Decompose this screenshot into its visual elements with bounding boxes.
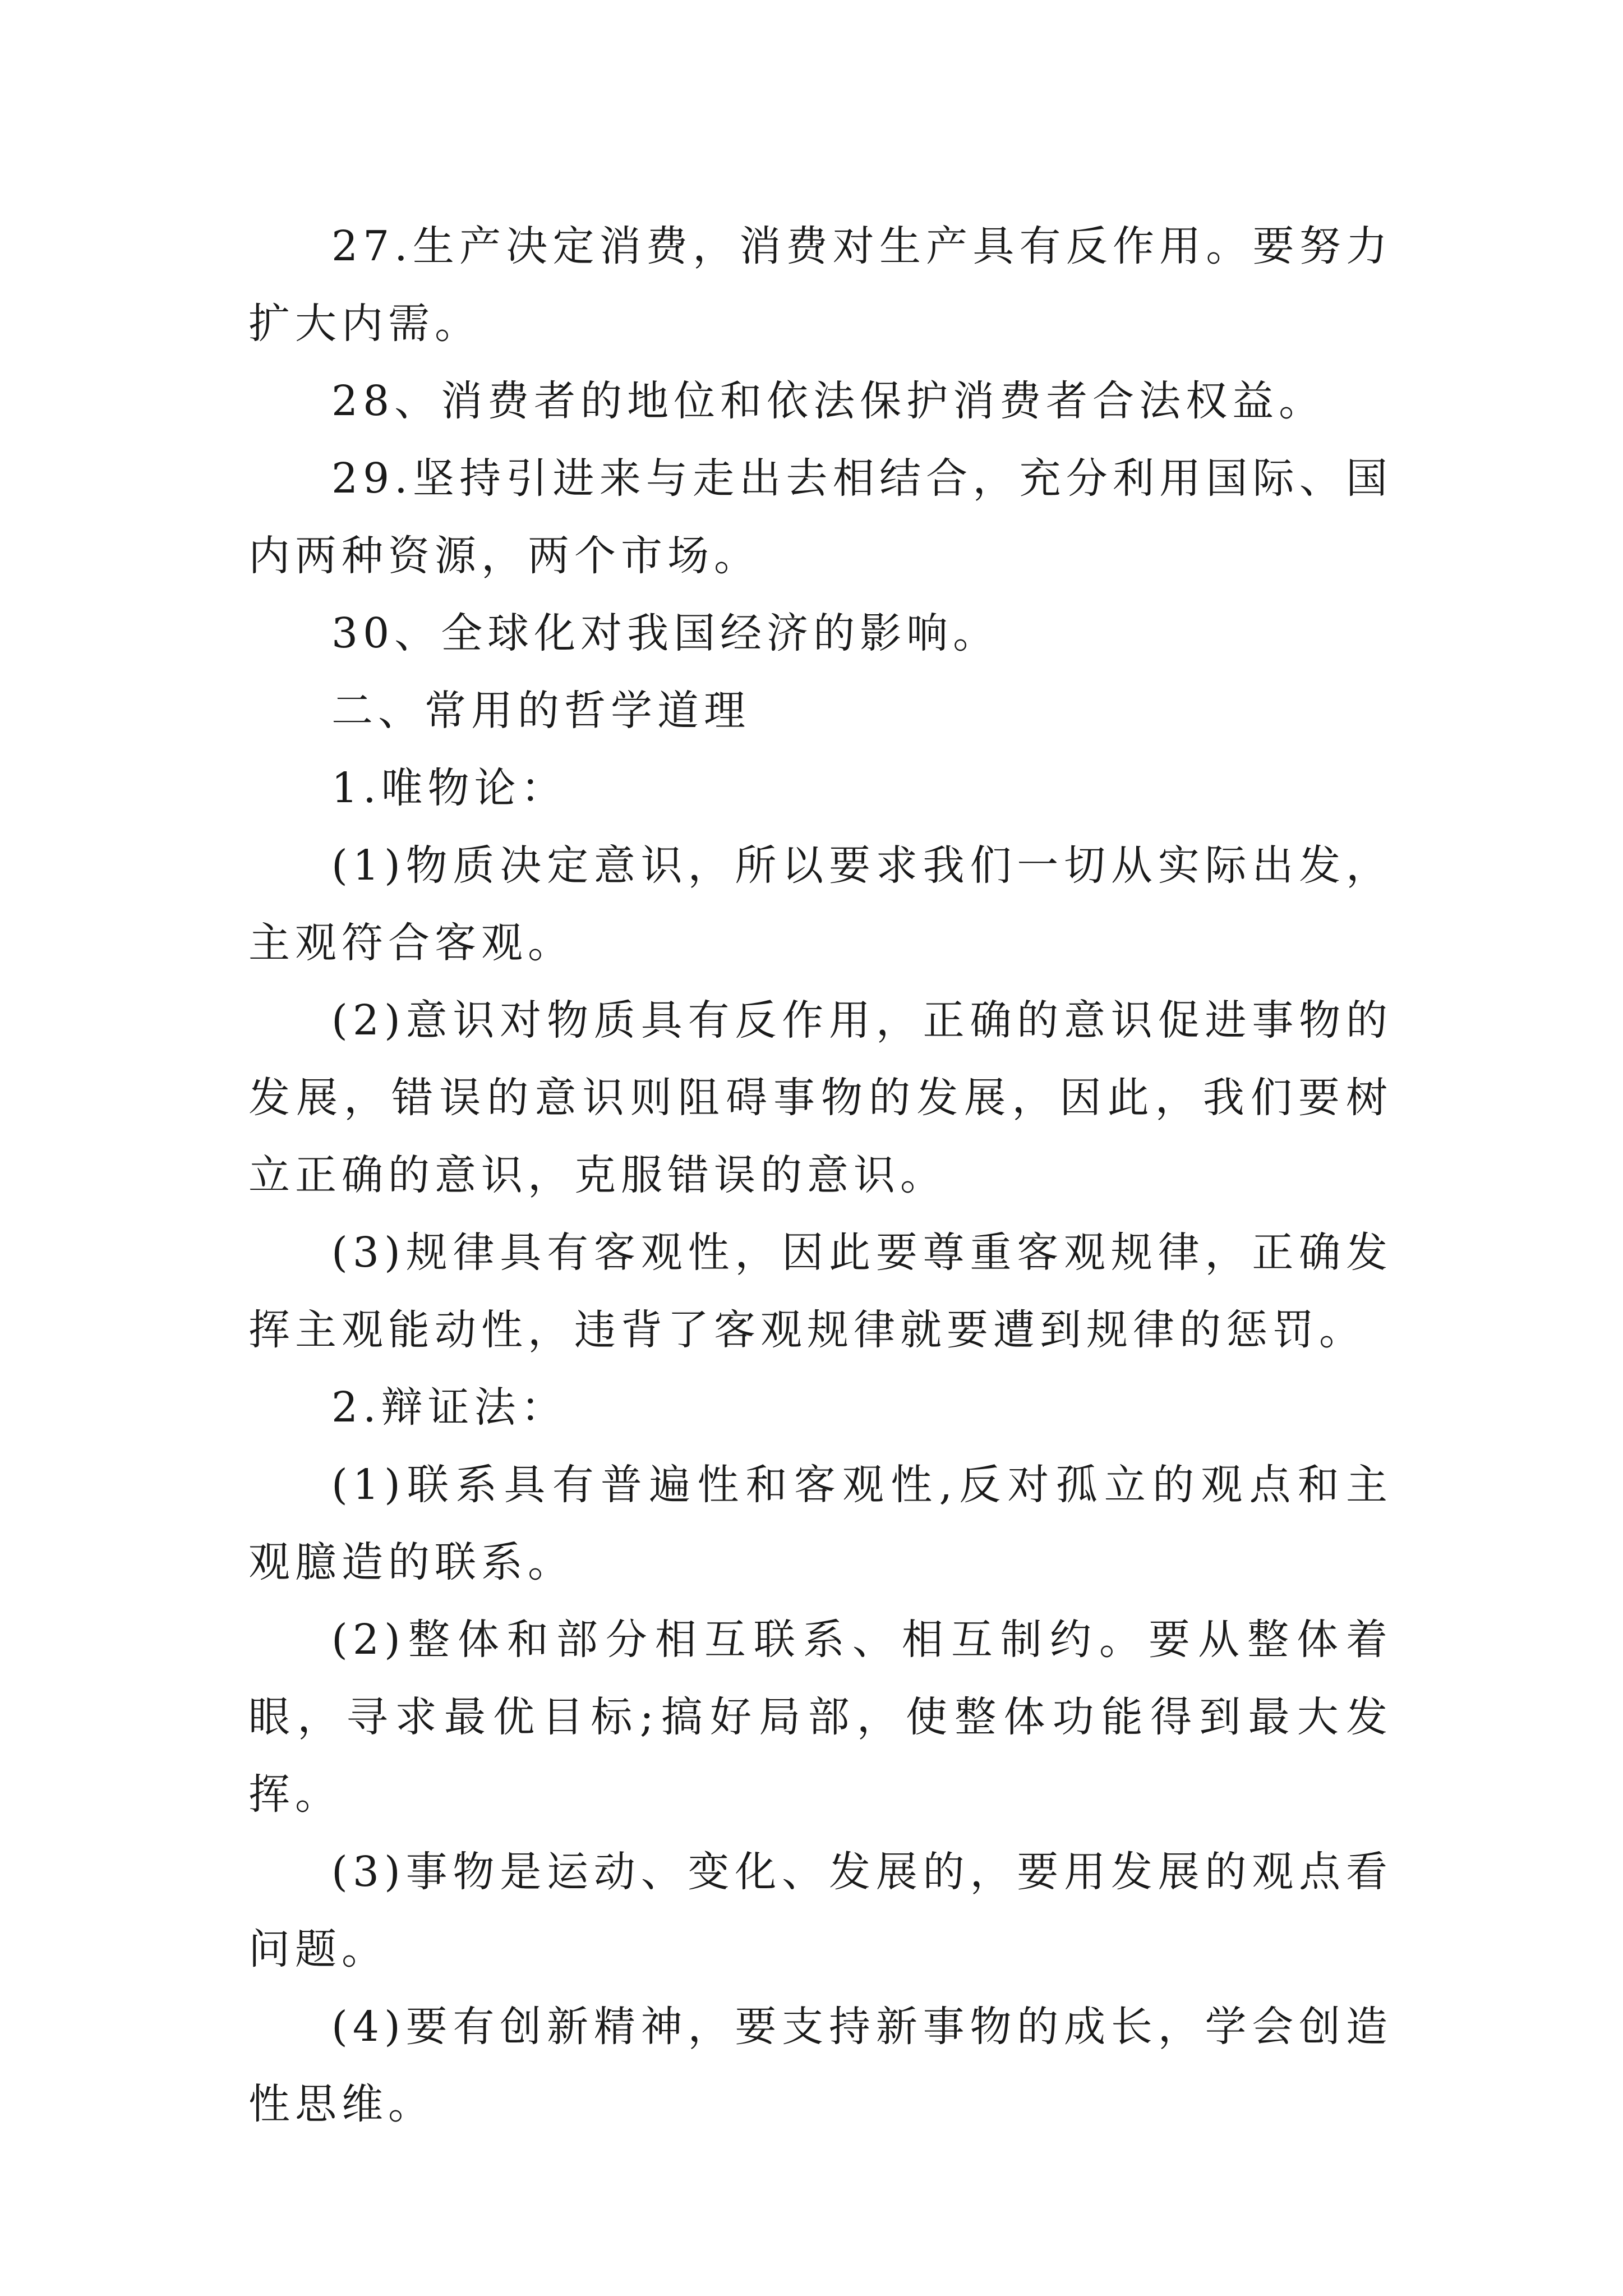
dialectics-item-1: (1)联系具有普遍性和客观性,反对孤立的观点和主观臆造的联系。 — [248, 1461, 1393, 1586]
dialectics-item-2: (2)整体和部分相互联系、相互制约。要从整体着眼，寻求最优目标;搞好局部，使整体功能得到最大发挥。 — [248, 1616, 1393, 1819]
paragraph-28: 28、消费者的地位和依法保护消费者合法权益。 — [331, 377, 1326, 425]
materialism-item-1: (1)物质决定意识，所以要求我们一切从实际出发，主观符合客观。 — [248, 841, 1393, 967]
dialectics-item-4: (4)要有创新精神，要支持新事物的成长，学会创造性思维。 — [248, 2003, 1393, 2128]
materialism-item-3: (3)规律具有客观性，因此要尊重客观规律，正确发挥主观能动性，违背了客观规律就要遭到规律的惩罚。 — [248, 1228, 1393, 1354]
section-heading-philosophy: 二、常用的哲学道理 — [331, 687, 750, 735]
paragraph-29: 29.坚持引进来与走出去相结合，充分利用国际、国内两种资源，两个市场。 — [248, 454, 1393, 580]
dialectics-item-3: (3)事物是运动、变化、发展的，要用发展的观点看问题。 — [248, 1848, 1393, 1973]
subheading-materialism: 1.唯物论： — [331, 764, 568, 812]
document-body — [248, 208, 1393, 2143]
subheading-dialectics: 2.辩证法： — [331, 1383, 568, 1432]
paragraph-30: 30、全球化对我国经济的影响。 — [331, 609, 1000, 657]
materialism-item-2: (2)意识对物质具有反作用，正确的意识促进事物的发展，错误的意识则阻碍事物的发展，因此，我们要树立正确的意识，克服错误的意识。 — [248, 996, 1393, 1199]
paragraph-27: 27.生产决定消费，消费对生产具有反作用。要努力扩大内需。 — [248, 222, 1393, 348]
